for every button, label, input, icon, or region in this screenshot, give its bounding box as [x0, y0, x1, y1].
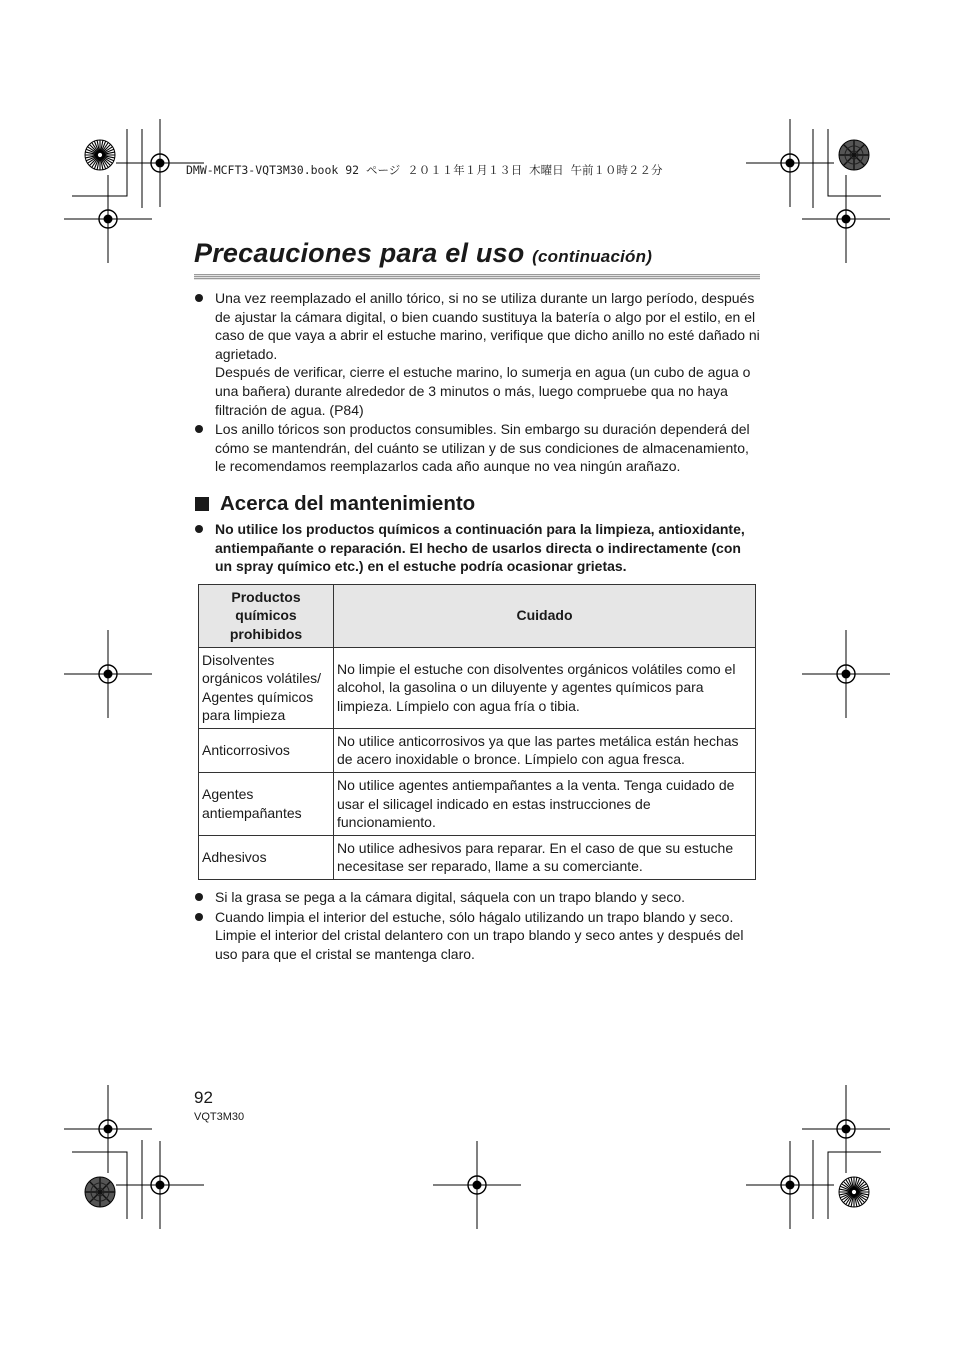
- intro-bullet-text: Los anillo tóricos son productos consumibles. Sin embargo su duración dependerá del cómo se mantendrán, del cuánto se utilizan y de sus condiciones de almacenamiento, le recomendamos reemplazarlos cada año aunque no vea ningún arañazo.: [215, 421, 750, 475]
- table-cell-chemical: Anticorrosivos: [199, 728, 334, 772]
- after-bullet-1: [194, 888, 760, 907]
- print-header-line: DMW-MCFT3-VQT3M30.book 92 ページ ２０１１年１月１３日 木曜日 午前１０時２２分: [186, 163, 663, 177]
- table-header-chemicals: Productos químicos prohibidos: [199, 584, 334, 647]
- table-cell-care: No limpie el estuche con disolventes orgánicos volátiles como el alcohol, la gasolina o un diluyente y agentes químicos para limpieza. Límpielo con agua fría o tibia.: [334, 647, 756, 728]
- table-cell-chemical: Adhesivos: [199, 835, 334, 879]
- table-header-care: Cuidado: [334, 584, 756, 647]
- title-rule: [194, 274, 760, 280]
- after-bullet-2: [194, 908, 760, 964]
- square-bullet-icon: [195, 497, 209, 511]
- after-bullet-text: Cuando limpia el interior del estuche, sólo hágalo utilizando un trapo blando y seco. Limpie el interior del cristal delantero con un trapo blando y seco antes y después del uso para que el cristal se mantenga claro.: [215, 908, 744, 962]
- table-row: [199, 728, 756, 772]
- table-header-row: [199, 584, 756, 647]
- chemicals-table: [198, 584, 756, 880]
- intro-bullet-1: [194, 289, 760, 419]
- warning-text: No utilice los productos químicos a continuación para la limpieza, antioxidante, antiempañante o reparación. El hecho de usarlos directa o indirectamente (con un spray químico etc.) en el estuche podría ocasionar grietas.: [215, 520, 745, 575]
- table-cell-care: No utilice agentes antiempañantes a la venta. Tenga cuidado de usar el silicagel indicado en estas instrucciones de funcionamiento.: [334, 773, 756, 836]
- section-heading: [194, 492, 760, 516]
- intro-bullet-text: Después de verificar, cierre el estuche marino, lo sumerja en agua (un cubo de agua o una bañera) durante alrededor de 3 minutos o más, luego compruebe qua no haya filtración de agua. (P84): [215, 364, 751, 418]
- warning-bullet: [194, 520, 760, 576]
- page-title-sub: (continuación): [532, 247, 653, 266]
- section-heading-text: Acerca del mantenimiento: [220, 491, 476, 515]
- table-cell-care: No utilice anticorrosivos ya que las partes metálica están hechas de acero inoxidable o bronce. Límpielo con agua fresca.: [334, 728, 756, 772]
- document-code: VQT3M30: [194, 1111, 245, 1123]
- page-title: [194, 238, 652, 269]
- page-content: [194, 289, 760, 963]
- intro-bullet-2: [194, 420, 760, 476]
- page-number: 92: [194, 1088, 213, 1107]
- table-row: [199, 647, 756, 728]
- table-cell-care: No utilice adhesivos para reparar. En el caso de que su estuche necesitase ser reparado, llame a su comerciante.: [334, 835, 756, 879]
- after-bullet-text: Si la grasa se pega a la cámara digital, sáquela con un trapo blando y seco.: [215, 889, 686, 906]
- table-cell-chemical: Disolventes orgánicos volátiles/ Agentes químicos para limpieza: [199, 647, 334, 728]
- table-row: [199, 835, 756, 879]
- intro-bullet-text: Una vez reemplazado el anillo tórico, si no se utiliza durante un largo período, después de ajustar la cámara digital, o bien cuando sustituya la batería o algo por el estilo, en el caso de que vaya a abrir el estuche marino, verifique que dicho anillo no esté dañado ni agrietado.: [215, 290, 760, 362]
- table-cell-chemical: Agentes antiempañantes: [199, 773, 334, 836]
- table-row: [199, 773, 756, 836]
- page-title-main: Precauciones para el uso: [194, 238, 525, 268]
